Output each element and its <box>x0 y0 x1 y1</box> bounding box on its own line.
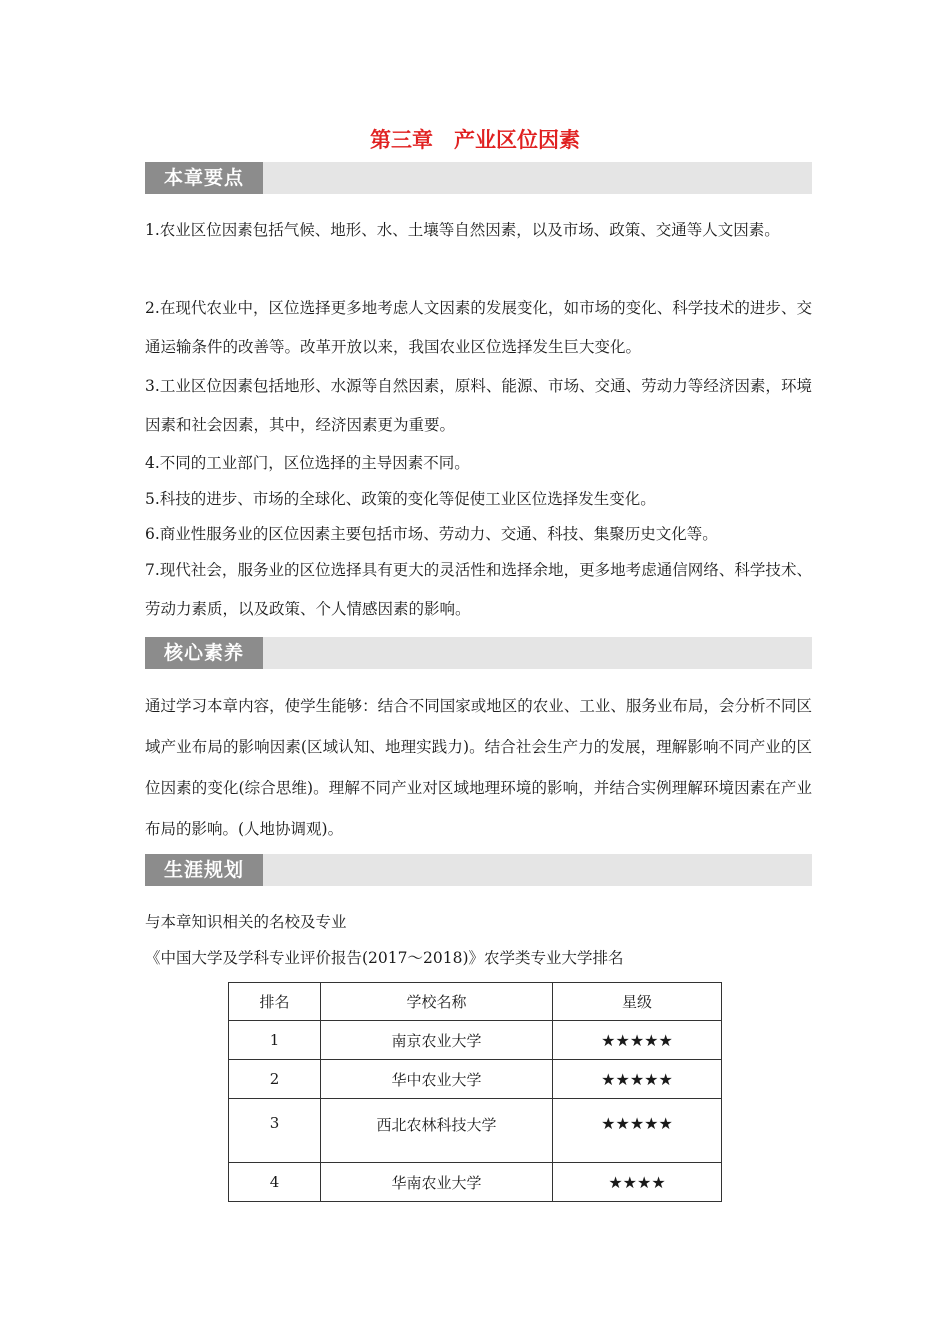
table-row <box>229 1163 722 1202</box>
key-point-2: 2.在现代农业中，区位选择更多地考虑人文因素的发展变化，如市场的变化、科学技术的进步、交通运输条件的改善等。改革开放以来，我国农业区位选择发生巨大变化。 <box>145 299 812 356</box>
rank-cell: 3 <box>229 1099 321 1163</box>
stars-cell: ★★★★★ <box>553 1021 722 1060</box>
section-header-career <box>145 854 812 886</box>
rank-cell: 1 <box>229 1021 321 1060</box>
rank-cell: 2 <box>229 1060 321 1099</box>
key-point-7: 7.现代社会，服务业的区位选择具有更大的灵活性和选择余地，更多地考虑通信网络、科学技术、劳动力素质，以及政策、个人情感因素的影响。 <box>145 561 812 618</box>
section-tab-label: 核心素养 <box>145 637 263 669</box>
table-row <box>229 1060 722 1099</box>
key-point-5: 5.科技的进步、市场的全球化、政策的变化等促使工业区位选择发生变化。 <box>145 490 656 508</box>
table-row <box>229 1099 722 1163</box>
stars-cell: ★★★★ <box>553 1163 722 1202</box>
section-header-core-literacy <box>145 637 812 669</box>
col-header-rank: 排名 <box>229 983 321 1021</box>
section-header-key-points <box>145 162 812 194</box>
school-cell: 西北农林科技大学 <box>321 1099 553 1163</box>
col-header-stars: 星级 <box>553 983 722 1021</box>
page-title: 第三章 产业区位因素 <box>370 128 580 152</box>
section-tab-label: 生涯规划 <box>145 854 263 886</box>
key-point-6: 6.商业性服务业的区位因素主要包括市场、劳动力、交通、科技、集聚历史文化等。 <box>145 525 718 543</box>
stars-cell: ★★★★★ <box>553 1060 722 1099</box>
table-row <box>229 1021 722 1060</box>
col-header-school: 学校名称 <box>321 983 553 1021</box>
ranking-table <box>228 982 722 1202</box>
career-intro: 与本章知识相关的名校及专业 <box>145 913 347 931</box>
rank-cell: 4 <box>229 1163 321 1202</box>
core-literacy-text: 通过学习本章内容，使学生能够：结合不同国家或地区的农业、工业、服务业布局，会分析不同区域产业布局的影响因素(区域认知、地理实践力)。结合社会生产力的发展，理解影响不同产业的区位因素的变化(综合思维)。理解不同产业对区域地理环境的影响，并结合实例理解环境因素在产业布局的影响。(人地协调观)。 <box>145 697 812 838</box>
section-tab-label: 本章要点 <box>145 162 263 194</box>
stars-cell: ★★★★★ <box>553 1099 722 1163</box>
key-point-1: 1.农业区位因素包括气候、地形、水、土壤等自然因素，以及市场、政策、交通等人文因素。 <box>145 221 780 239</box>
key-point-3: 3.工业区位因素包括地形、水源等自然因素，原料、能源、市场、交通、劳动力等经济因素，环境因素和社会因素，其中，经济因素更为重要。 <box>145 377 812 434</box>
school-cell: 南京农业大学 <box>321 1021 553 1060</box>
table-header-row <box>229 983 722 1021</box>
table-caption: 《中国大学及学科专业评价报告(2017～2018)》农学类专业大学排名 <box>145 949 624 967</box>
school-cell: 华中农业大学 <box>321 1060 553 1099</box>
school-cell: 华南农业大学 <box>321 1163 553 1202</box>
key-point-4: 4.不同的工业部门，区位选择的主导因素不同。 <box>145 454 470 472</box>
